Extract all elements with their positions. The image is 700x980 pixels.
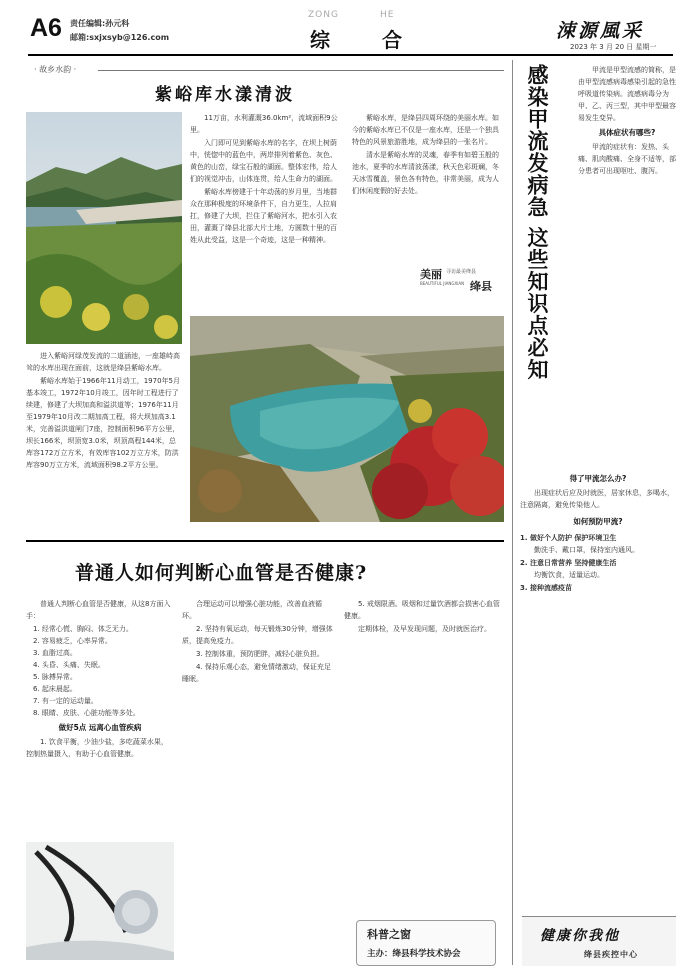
stamp-small: 寻访最美绛县 [446,269,477,275]
list-item: 4. 头昏、头痛、失眠。 [33,661,105,669]
stethoscope-photo [26,842,174,960]
list-item: 6. 起床晨起。 [33,685,77,693]
flu-article-title: 感染甲流发病急 这些知识点必知 [525,64,550,381]
issue-date: 2023 年 3 月 20 日 星期一 [570,43,657,51]
flu-question: 具体症状有哪些? [598,128,656,137]
feature-paragraph: 入门即可见到紫峪水库的名字，在坝上树荫中，恍惚中的蓝色中，两岸排列着紫色、灰色、黄色的山峦，绿宝石般的湖面。整体宏伟，给人们的视觉冲击，山体连贯，给人生命力的湖面。 [190,139,337,183]
beautiful-jiangxian-stamp [420,266,504,296]
feature-title: 紫峪库水漾清波 [155,85,295,105]
section-pinyin-1: ZONG [308,10,339,20]
list-item: 5. 脉搏异常。 [33,673,77,681]
list-item: 8. 眼睛、皮肤、心脏功能等多处。 [33,709,140,717]
flu-paragraph: 出现症状后应及时就医，居家休息，多喝水，注意隔离，避免传染他人。 [520,489,674,509]
section-pinyin-2: HE [380,10,395,20]
column-tag: · 故乡水韵 · [34,65,77,74]
flu-text-bottom [520,470,676,594]
flu-paragraph: 甲流的症状有：发热、头痛、肌肉酸痛、全身不适等，部分患者可出现呕吐、腹泻。 [578,143,676,175]
health-col-1 [26,598,174,761]
section-title-1: 综 [310,28,330,52]
health-subheading: 做好5点 远离心血管疾病 [58,723,142,732]
flu-paragraph: 勤洗手、戴口罩，保持室内通风。 [534,546,639,554]
health-paragraph: 5. 戒烟限酒。吸烟和过量饮酒都会损害心血管健康。 [344,600,500,620]
feature-right-text [352,112,504,198]
list-item: 3. 血脂过高。 [33,649,77,657]
flu-paragraph: 均衡饮食，适量运动。 [534,571,604,579]
stamp-sub: BEAUTIFUL JIANGXIAN [420,281,465,286]
flu-subheading: 2. 注意日常营养 坚持健康生活 [520,559,617,567]
science-window-label: 科普之窗 [367,928,411,941]
science-window-box [356,920,496,966]
health-paragraph: 合理运动可以增强心脏功能，改善血液循环。 [182,600,322,620]
email-line: 邮箱:sxjxsyb@126.com [70,33,170,42]
flu-subheading: 3. 接种流感疫苗 [520,584,572,592]
flu-text-top [578,64,676,178]
feature-paragraph: 进入紫峪河绿茂发流的二道涵池，一座雄峙高耸的水库出现在面前，这就是绛县紫峪水库。 [26,352,180,372]
section-title-2: 合 [382,28,402,52]
list-item: 2. 容易疲乏，心率异常。 [33,637,112,645]
flu-question: 如何预防甲流? [573,517,623,526]
feature-paragraph: 紫峪水库始于1966年11月动工，1970年5月基本竣工，1972年10月竣工，因年时工程进行了续建，修建了大坝加高和溢洪道等；1976年11月至1979年10月改二期加高工程，将大坝加高3.1米，完善溢洪道闸门7座，控制面积96平方公里，坝长166米，坝顶宽3.0米，坝顶高程144米，总库容172万立方米，有效库容102万立方米，防洪库容90万立方米，流域面积98.2平方公里。 [26,377,180,469]
masthead: 涑源風采 [556,20,645,42]
feature-mid-text [190,112,340,247]
section-divider [26,540,504,542]
page-number: A6 [30,14,62,42]
health-col-3 [344,598,504,636]
health-paragraph: 定期体检，及早发现问题，及时就医治疗。 [358,625,491,633]
feature-paragraph: 清水是紫峪水库的灵魂，春季有如碧玉般的池水，夏季的水库清波荡漾，秋天色彩斑斓，冬天冰雪覆盖，景色各有特色，非常美丽，成为人们休闲度假的好去处。 [352,151,499,195]
feature-paragraph: 紫峪水库，是绛县四周环绕的美丽水库。如今的紫峪水库已不仅是一座水库，还是一个独具特色的风景旅游胜地，成为绛县的一张名片。 [352,114,499,146]
health-paragraph: 3. 控制体重，预防肥胖，减轻心脏负担。 [196,650,324,658]
flu-paragraph: 甲流是甲型流感的简称，是由甲型流感病毒感染引起的急性呼吸道传染病。流感病毒分为甲、乙、丙三型，其中甲型最容易发生变异。 [578,66,676,122]
health-col-2 [182,598,334,686]
stamp-main: 美丽 [420,268,442,281]
header-rule [28,54,673,56]
flu-subheading: 1. 做好个人防护 保护环境卫生 [520,534,617,542]
health-footer-sub: 绛县疾控中心 [584,950,638,959]
list-item: 7. 有一定的运动量。 [33,697,98,705]
reservoir-dam-photo [26,112,182,344]
health-footer-banner [522,916,676,966]
sidebar-divider [512,60,513,965]
list-item: 1. 经常心慌、胸闷、体乏无力。 [33,625,133,633]
health-footer-title: 健康你我他 [540,928,620,944]
science-window-host: 主办：绛县科学技术协会 [367,949,461,959]
health-paragraph: 普通人判断心血管是否健康，从这8方面入手： [26,600,171,620]
flu-question: 得了甲流怎么办? [569,474,627,483]
feature-paragraph: 紫峪水库傍建于十年动荡的岁月里，当地群众在那种极度的环境条件下，自力更生，人拉肩扛，修建了大坝，拦住了紫峪河水，把水引入农田，灌溉了绛县北部大片土地，方圆数十里的百姓从此受益，这是一个奇迹，这是一种精神。 [190,188,337,244]
feature-paragraph: 11万亩，水利灌溉36.0km²，流域面积9公里。 [190,114,338,134]
tag-rule [98,70,504,71]
stamp-right: 绛县 [470,280,492,293]
health-paragraph: 4. 保持乐观心态，避免情绪激动，保证充足睡眠。 [182,663,331,683]
health-paragraph: 1. 饮食平衡，少油少盐，多吃蔬菜水果，控制热量摄入，有助于心血管健康。 [26,738,168,758]
health-title: 普通人如何判断心血管是否健康? [75,562,368,584]
health-paragraph: 2. 坚持有氧运动，每天锻炼30分钟，增强体质，提高免疫力。 [182,625,333,645]
feature-left-text [26,350,182,472]
editor-line: 责任编辑:孙元科 [70,19,130,28]
reservoir-autumn-photo [190,316,504,522]
